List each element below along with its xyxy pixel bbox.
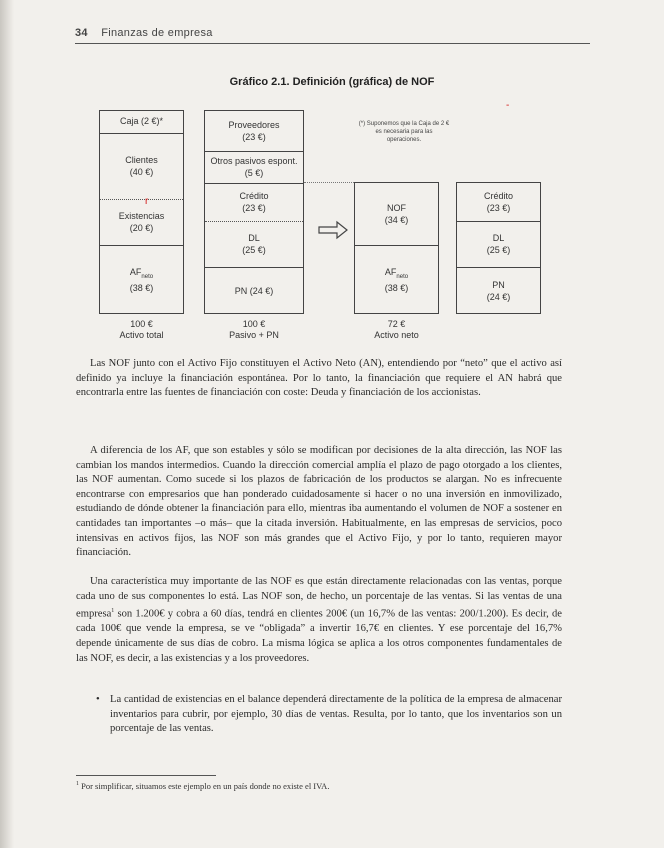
guide-line — [304, 182, 354, 183]
activo-total-box — [99, 110, 184, 314]
existencias-label: Existencias — [118, 211, 165, 221]
financiacion-box — [456, 182, 541, 314]
pn-label: PN — [492, 280, 505, 290]
proveedores-value: (23 €) — [242, 132, 266, 142]
footnote — [76, 781, 329, 791]
caption-amount: 100 € — [242, 319, 266, 329]
pn-value: (24 €) — [486, 292, 511, 302]
red-pen-mark: r — [145, 196, 149, 207]
page-number: 34 — [75, 27, 88, 39]
pasivo-pn-caption — [204, 319, 304, 341]
pn-cell — [457, 267, 540, 315]
red-pen-mark: - — [506, 100, 510, 111]
caption-label: Activo total — [119, 330, 164, 340]
credito-label: Crédito — [483, 191, 513, 201]
pn-label: PN (24 €) — [234, 286, 274, 296]
dl-value: (25 €) — [486, 245, 511, 255]
footnote-text: Por simplificar, situamos este ejemplo en un país donde no existe el IVA. — [81, 781, 330, 791]
figure-title: Gráfico 2.1. Definición (gráfica) de NOF — [229, 76, 435, 88]
footnote-number: 1 — [76, 781, 79, 788]
nof-label: NOF — [387, 203, 406, 213]
existencias-value: (20 €) — [129, 223, 154, 233]
af-value: (38 €) — [129, 283, 154, 294]
pn-cell — [205, 267, 303, 315]
book-title: Finanzas de empresa — [101, 27, 213, 39]
af-neto-cell — [355, 245, 438, 315]
af-label: $AF_{neto}$ — [129, 266, 154, 280]
dl-cell — [457, 221, 540, 267]
dl-cell — [205, 221, 303, 267]
clientes-value: (40 €) — [129, 167, 154, 177]
caja-footnote-note: (*) Suponemos que la Caja de 2 € es necesaria para las operaciones. — [358, 121, 450, 143]
body-text — [76, 357, 562, 401]
af-value: (38 €) — [384, 283, 409, 294]
page-edge-shadow — [0, 0, 14, 848]
bullet-text: La cantidad de existencias en el balance dependerá directamente de la política de la empresa de almacenar inventarios para cubrir, por ejemplo, 30 días de ventas. Resulta, por lo tanto, que los inventarios son un porcentaje de las ventas. — [110, 694, 562, 735]
nof-value: (34 €) — [384, 215, 409, 225]
proveedores-label: Proveedores — [228, 120, 280, 130]
af-label: $AF_{neto}$ — [384, 266, 409, 280]
credito-cell — [457, 183, 540, 221]
activo-total-caption — [99, 319, 184, 341]
credito-cell — [205, 183, 303, 221]
dl-label: DL — [248, 233, 260, 243]
dl-label: DL — [492, 233, 505, 243]
paragraph: Una característica muy importante de las NOF es que están directamente relacionadas con las ventas, porque cada uno de sus componentes lo está. Las NOF son, de hecho, un porcentaje de las ventas. Si las ventas de una empresa$^1$ son 1.200€ y cobra a 60 días, tendrá en clientes 200€ (un 16,7% de las ventas: 200/1.200). Es decir, de cada 100€ que vende la empresa, se ve “obligada” a invertir 16,7€ en clientes. Y ese porcentaje del 16,7% depende únicamente de sus días de cobro. La misma lógica se aplica a los otros componentes fundamentales de las NOF, es decir, a las existencias y a los proveedores. — [76, 576, 562, 664]
credito-value: (23 €) — [242, 203, 266, 213]
body-text — [76, 444, 562, 561]
activo-neto-caption — [354, 319, 439, 341]
running-header — [75, 27, 213, 39]
credito-label: Crédito — [239, 191, 269, 201]
dl-value: (25 €) — [242, 245, 266, 255]
paragraph: Las NOF junto con el Activo Fijo constituyen el Activo Neto (AN), entendiendo por “neto” que el activo así definido ya incluye la financiación espontánea. Por lo tanto, la financiación que requiere el AN habrá que encontrarla entre las fuentes de financiación con coste: Deuda y financiación de los accionistas. — [76, 358, 562, 399]
header-rule — [75, 43, 590, 44]
nof-cell — [355, 183, 438, 245]
proveedores-cell — [205, 111, 303, 151]
caption-label: Pasivo + PN — [229, 330, 279, 340]
bullet-item — [96, 693, 562, 737]
right-arrow-icon — [317, 220, 349, 240]
otros-pasivos-label: Otros pasivos espont. — [210, 156, 298, 166]
body-text — [76, 575, 562, 666]
caption-amount: 100 € — [130, 319, 153, 329]
existencias-cell — [100, 199, 183, 245]
footnote-rule — [76, 775, 216, 776]
paragraph: A diferencia de los AF, que son estables y sólo se modifican por decisiones de la alta dirección, las NOF las cambian los mandos intermedios. Cuando la dirección comercial amplía el plazo de pago otorgado a los clientes, las NOF aumentan. Como sucede si los plazos de fabricación de los productos se alargan. No es infrecuente encontrarse con empresarios que han ponderado cuidadosamente si hacer o no una inversión en inmovilizado, estudiando de dónde obtener la financiación para ello, mientras iba aumentando el volumen de NOF a sostener en cantidades tan importantes –o más– que la citada inversión. Habitualmente, en las empresas de servicios, poco intensivas en activos fijos, las NOF son más grandes que el Activo Fijo, y por lo tanto, requieren mayor financiación. — [76, 445, 562, 559]
credito-value: (23 €) — [486, 203, 511, 213]
caption-amount: 72 € — [387, 319, 406, 329]
otros-pasivos-value: (5 €) — [244, 168, 264, 178]
otros-pasivos-cell — [205, 151, 303, 183]
clientes-label: Clientes — [125, 155, 158, 165]
pasivo-pn-box — [204, 110, 304, 314]
caption-label: Activo neto — [374, 330, 419, 340]
af-neto-cell — [100, 245, 183, 315]
bullet-icon: • — [96, 694, 100, 705]
activo-neto-box — [354, 182, 439, 314]
caja-label: Caja (2 €)* — [119, 116, 164, 126]
clientes-cell — [100, 133, 183, 199]
